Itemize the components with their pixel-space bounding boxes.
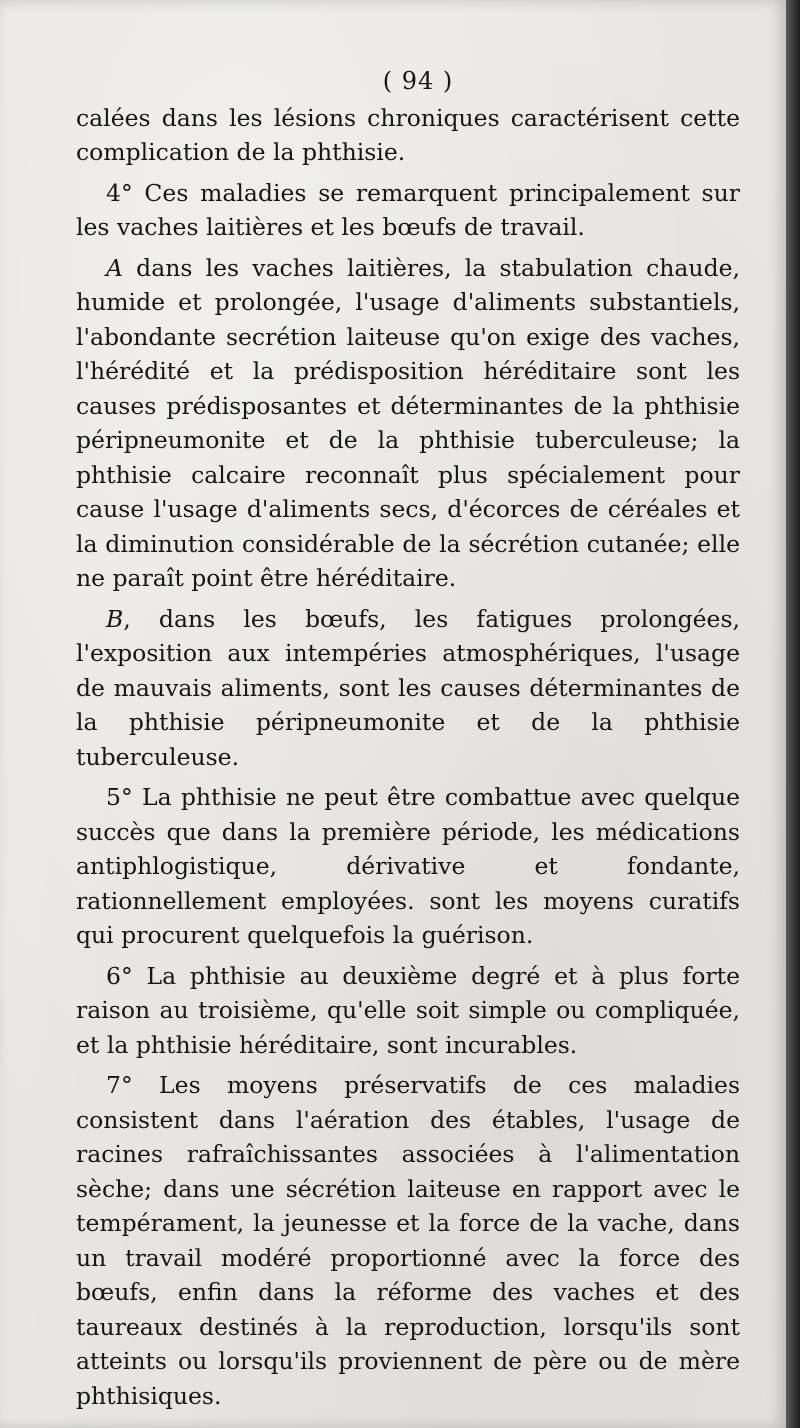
paragraph-text: 4° Ces maladies se remarquent principalement sur les vaches laitières et les bœufs de travail. bbox=[76, 178, 740, 241]
paragraph-text: calées dans les lésions chroniques caractérisent cette complication de la phthisie. bbox=[76, 103, 740, 166]
paragraph-item-b bbox=[76, 602, 740, 775]
paragraph-text: dans les vaches laitières, la stabulation chaude, humide et prolongée, l'usage d'aliments substantiels, l'abondante secrétion laiteuse qu'on exige des vaches, l'hérédité et la prédisposition héréditaire sont les causes prédisposantes et déterminantes de la phthisie péripneumonite et de la phthisie tuberculeuse; la phthisie calcaire reconnaît plus spécialement pour cause l'usage d'aliments secs, d'écorces de céréales et la diminution considérable de la sécrétion cutanée; elle ne paraît point être héréditaire. bbox=[76, 253, 740, 592]
paragraph-text: 5° La phthisie ne peut être combattue avec quelque succès que dans la première période, les médications antiphlogistique, dérivative et fondante, rationnellement employées. sont les moyens curatifs qui procurent quelquefois la guérison. bbox=[76, 783, 740, 949]
paragraph-text: 6° La phthisie au deuxième degré et à plus forte raison au troisième, qu'elle soit simple ou compliquée, et la phthisie héréditaire, sont incurables. bbox=[76, 961, 740, 1059]
paragraph-text: , dans les bœufs, les fatigues prolongées, l'exposition aux intempéries atmosphériques, l'usage de mauvais aliments, sont les causes déterminantes de la phthisie péripneumonite et de la phthisie tuberculeuse. bbox=[76, 604, 740, 771]
paragraph-text: 7° Les moyens préservatifs de ces maladies consistent dans l'aération des étables, l'usage de racines rafraîchissantes associées à l'alimentation sèche; dans une sécrétion laiteuse en rapport avec le tempérament, la jeunesse et la force de la vache, dans un travail modéré proportionné avec la force des bœufs, enfin dans la réforme des vaches et des taureaux destinés à la reproduction, lorsqu'ils sont atteints ou lorsqu'ils proviennent de père ou de mère phthisiques. bbox=[76, 1071, 740, 1410]
page-edge-shadow bbox=[786, 0, 800, 1428]
page-text bbox=[76, 64, 740, 1419]
paragraph-item-a bbox=[76, 251, 740, 596]
paragraph-lead-letter: A bbox=[106, 253, 123, 282]
paragraph-item-5 bbox=[76, 780, 740, 953]
paragraph-item-6 bbox=[76, 959, 740, 1063]
page-number: ( 94 ) bbox=[382, 67, 454, 95]
paragraph-lead-letter: B bbox=[106, 604, 124, 633]
paragraph-item-4 bbox=[76, 176, 740, 245]
paragraph-item-7 bbox=[76, 1068, 740, 1413]
paragraph-continuation bbox=[76, 101, 740, 170]
